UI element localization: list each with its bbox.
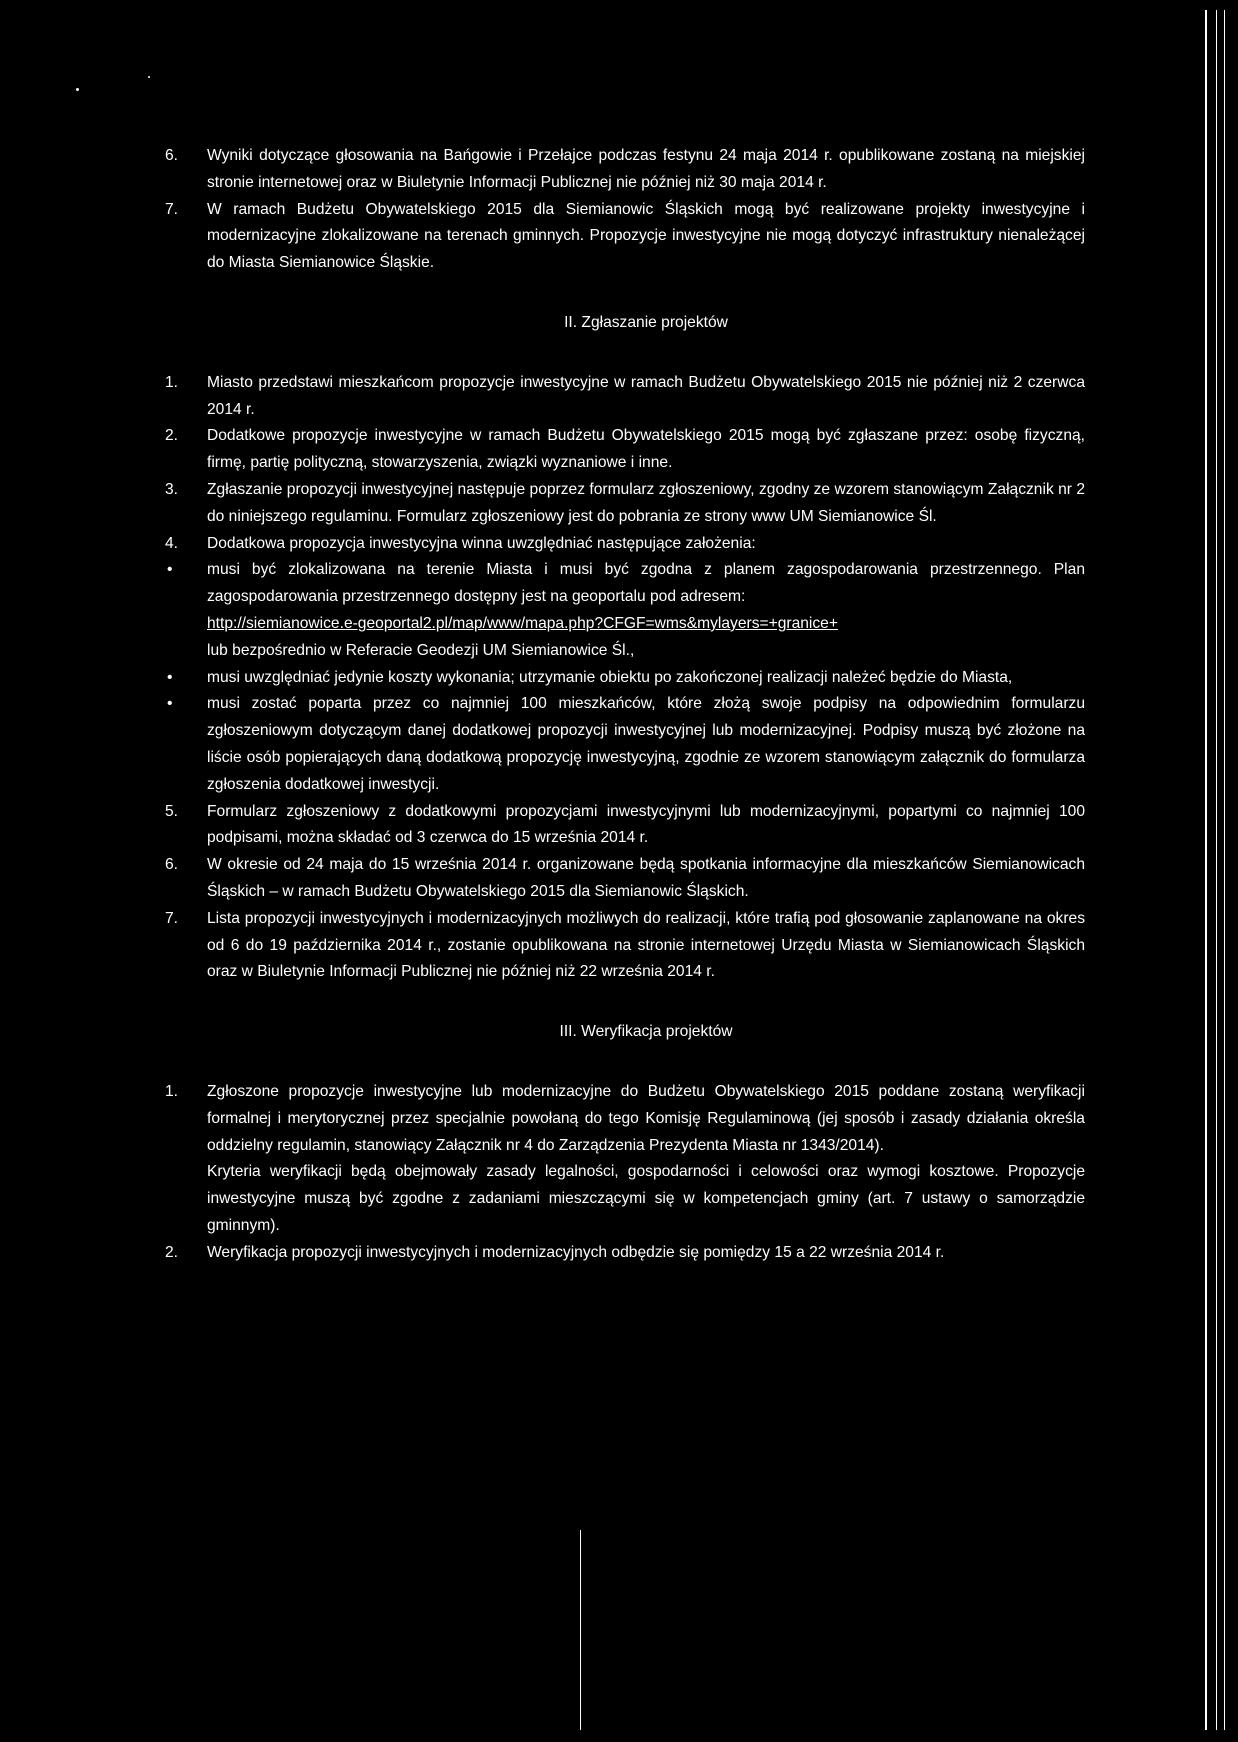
bullet-icon: • xyxy=(167,561,173,579)
list-item xyxy=(165,799,1085,853)
list-item xyxy=(165,423,1085,477)
item-text: Dodatkowa propozycja inwestycyjna winna uwzględniać następujące założenia: xyxy=(207,534,756,552)
item-number: 7. xyxy=(165,909,179,927)
item-number: 2. xyxy=(165,1243,179,1261)
bullet-item xyxy=(165,665,1085,692)
item-text: Formularz zgłoszeniowy z dodatkowymi propozycjami inwestycyjnymi lub modernizacyjnymi, popartymi co najmniej 100 podpisami, można składać od 3 czerwca do 15 września 2014 r. xyxy=(207,802,1085,847)
item-text: Dodatkowe propozycje inwestycyjne w ramach Budżetu Obywatelskiego 2015 mogą być zgłaszane przez: osobę fizyczną, firmę, partię polityczną, stowarzyszenia, związki wyznaniowe i inne. xyxy=(207,427,1085,472)
item-number: 4. xyxy=(165,534,179,552)
item-number: 3. xyxy=(165,480,179,498)
bullet-text: musi być zlokalizowana na terenie Miasta i musi być zgodna z planem zagospodarowania przestrzennego. Plan zagospodarowania przestrzennego dostępny jest na geoportalu pod adresem: xyxy=(207,561,1085,606)
item-text: Zgłaszanie propozycji inwestycyjnej następuje poprzez formularz zgłoszeniowy, zgodny ze wzorem stanowiącym Załącznik nr 2 do niniejszego regulaminu. Formularz zgłoszeniowy jest do pobrania ze strony www UM Siemianowice Śl. xyxy=(207,480,1085,525)
scan-edge-line xyxy=(1205,10,1207,1730)
item-number: 1. xyxy=(165,373,179,391)
scan-edge-line xyxy=(1224,10,1225,1730)
list-item xyxy=(165,477,1085,531)
bullet-text: musi uwzględniać jedynie koszty wykonania; utrzymanie obiektu po zakończonej realizacji należeć będzie do Miasta, xyxy=(207,668,1013,686)
item-number: 2. xyxy=(165,427,179,445)
bullet-text: lub bezpośrednio w Referacie Geodezji UM Siemianowice Śl., xyxy=(207,641,635,659)
item-number: 5. xyxy=(165,802,179,820)
item-text: Lista propozycji inwestycyjnych i modernizacyjnych możliwych do realizacji, które trafią pod głosowanie zaplanowane na okres od 6 do 19 października 2014 r., zostanie opublikowana na stronie internetowej Urzędu Miasta w Siemianowicach Śląskich oraz w Biuletynie Informacji Publicznej nie później niż 22 września 2014 r. xyxy=(207,909,1085,981)
list-item xyxy=(165,1240,1085,1267)
section-heading-weryfikacja: III. Weryfikacja projektów xyxy=(559,1023,733,1041)
scan-mark-line xyxy=(580,1530,581,1730)
item-text: Kryteria weryfikacji będą obejmowały zasady legalności, gospodarności i celowości oraz wymogi kosztowe. Propozycje inwestycyjne muszą być zgodne z zadaniami mieszczącymi się w kompetencjach gminy (art. 7 ustawy o samorządzie gminnym). xyxy=(207,1163,1085,1234)
item-text: Zgłoszone propozycje inwestycyjne lub modernizacyjne do Budżetu Obywatelskiego 2015 poddane zostaną weryfikacji formalnej i merytorycznej przez specjalnie powołaną do tego Komisję Regulaminową (jej sposób i zasady działania określa oddzielny regulamin, stanowiący Załącznik nr 4 do Zarządzenia Prezydenta Miasta nr 1343/2014). xyxy=(207,1082,1085,1154)
bullet-icon: • xyxy=(167,695,173,713)
item-number: 1. xyxy=(165,1082,179,1100)
item-text: Wyniki dotyczące głosowania na Bańgowie i Przełajce podczas festynu 24 maja 2014 r. opublikowane zostaną na miejskiej stronie internetowej oraz w Biuletynie Informacji Publicznej nie później niż 30 maja 2014 r. xyxy=(207,147,1085,191)
scan-edge-line xyxy=(1216,10,1217,1730)
list-item xyxy=(165,906,1085,986)
item-number: 6. xyxy=(165,147,179,164)
bullet-icon: • xyxy=(167,668,173,686)
item-number: 7. xyxy=(165,200,179,218)
bullet-item xyxy=(165,557,1085,664)
document-content xyxy=(165,143,1085,1266)
geoportal-link[interactable]: http://siemianowice.e-geoportal2.pl/map/www/mapa.php?CFGF=wms&mylayers=+granice+ xyxy=(207,614,838,632)
item-text: W ramach Budżetu Obywatelskiego 2015 dla Siemianowic Śląskich mogą być realizowane projekty inwestycyjne i modernizacyjne zlokalizowane na terenach gminnych. Propozycje inwestycyjne nie mogą dotyczyć infrastruktury nienależącej do Miasta Siemianowice Śląskie. xyxy=(207,200,1085,272)
list-item xyxy=(165,531,1085,558)
item-number: 6. xyxy=(165,856,179,874)
item-text: W okresie od 24 maja do 15 września 2014 r. organizowane będą spotkania informacyjne dla mieszkańców Siemianowicach Śląskich – w ramach Budżetu Obywatelskiego 2015 dla Siemianowic Śląskich. xyxy=(207,856,1085,900)
bullet-text: musi zostać poparta przez co najmniej 100 mieszkańców, które złożą swoje podpisy na odpowiednim formularzu zgłoszeniowym dotyczącym danej dodatkowej propozycji inwestycyjnej lub modernizacyjnej. Podpisy muszą być złożone na liście osób popierających daną dodatkową propozycję inwestycyjną, zgodnie ze wzorem stanowiącym załącznik do formularza zgłoszenia dodatkowej inwestycji. xyxy=(207,695,1085,793)
item-text: Miasto przedstawi mieszkańcom propozycje inwestycyjne w ramach Budżetu Obywatelskiego 2015 nie później niż 2 czerwca 2014 r. xyxy=(207,373,1085,418)
list-item xyxy=(165,370,1085,424)
list-item xyxy=(165,1079,1085,1240)
list-item xyxy=(165,143,1085,197)
list-item xyxy=(165,852,1085,906)
section-heading-zgloszenia: II. Zgłaszanie projektów xyxy=(564,313,728,331)
bullet-item xyxy=(165,691,1085,798)
scan-speck xyxy=(148,76,150,78)
item-text: Weryfikacja propozycji inwestycyjnych i modernizacyjnych odbędzie się pomiędzy 15 a 22 września 2014 r. xyxy=(207,1243,945,1261)
list-item xyxy=(165,197,1085,277)
scan-speck xyxy=(76,88,79,91)
